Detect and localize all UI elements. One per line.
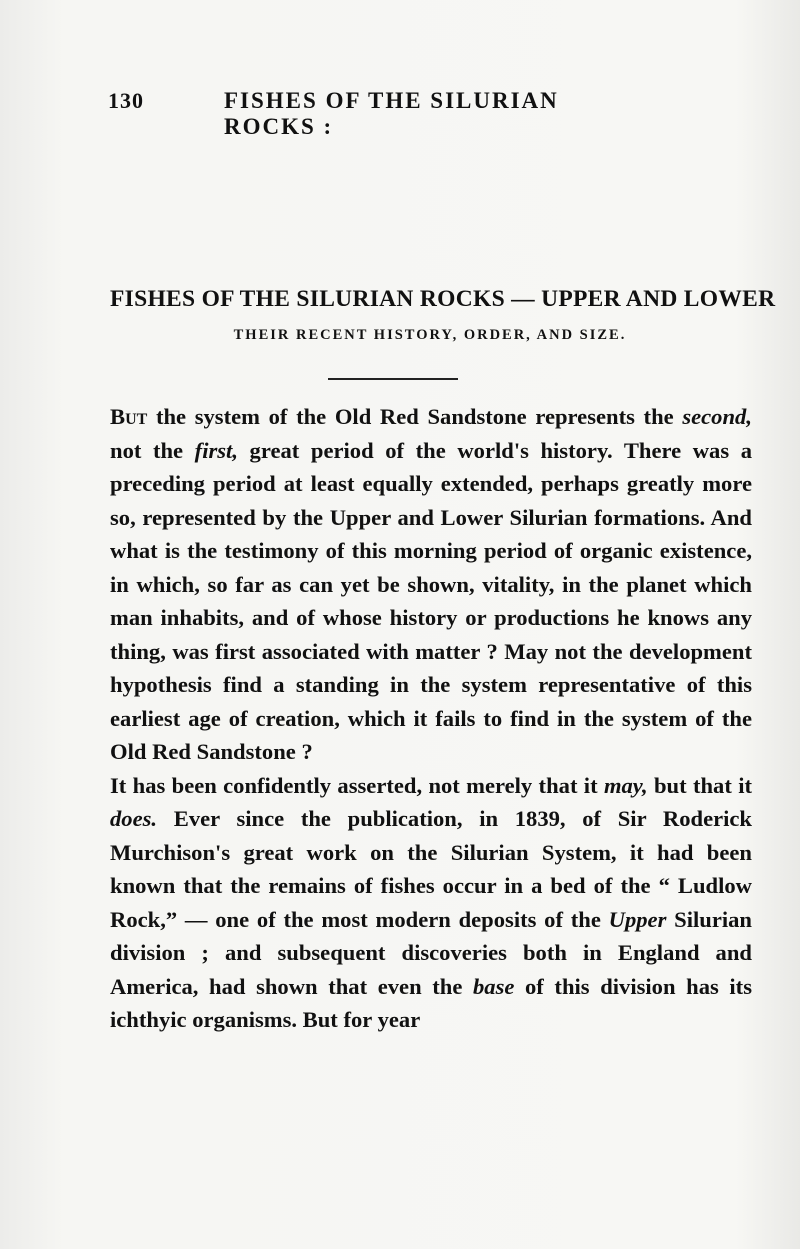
paragraph-text: not the	[110, 437, 195, 463]
emphasis-text: does.	[110, 806, 158, 831]
paragraph-text: great period of the world's history. There was a preceding period at least equally extended, perhaps greatly more so, represented by the Upper and Lower Silurian formations. And what is the testimony of this morning period of organic existence, in which, so far as can yet be shown, vitality, in the planet which man inhabits, and of whose history or productions he knows any thing, was first associated with matter ? May not the development hypothesis find a standing in the system representative of this earliest age of creation, which it fails to find in the system of the Old Red Sandstone ?	[110, 437, 752, 764]
paragraph-text: the system of the Old Red Sandstone represents the	[147, 404, 683, 429]
paragraph-text: of this division has its ichthyic organisms. But for year	[110, 973, 752, 1032]
paragraph-text: Silurian division ; and subsequent discoveries both in England and America, had shown that even the	[110, 906, 752, 999]
paragraph-text: but that it	[647, 772, 753, 798]
emphasis-text: second,	[682, 404, 752, 429]
emphasis-text: first,	[194, 437, 238, 463]
emphasis-text: Upper	[608, 906, 667, 932]
paragraph-2	[110, 769, 752, 1037]
emphasis-text: base	[472, 973, 515, 999]
chapter-subtitle: THEIR RECENT HISTORY, ORDER, AND SIZE.	[233, 327, 627, 343]
chapter-title: FISHES OF THE SILURIAN ROCKS — UPPER AND LOWER	[110, 286, 776, 312]
emphasis-text: may,	[603, 772, 648, 798]
paragraph-text: Ever since the publication, in 1839, of Sir Roderick Murchison's great work on the Silurian System, it had been known that the remains of fishes occur in a bed of the “ Ludlow Rock,” — one of the most modern deposits of the	[110, 806, 752, 932]
body-text	[110, 400, 752, 1037]
paragraph-lead-word: But	[110, 404, 148, 429]
running-title: FISHES OF THE SILURIAN ROCKS :	[224, 88, 559, 139]
page-number: 130	[108, 88, 144, 113]
running-head	[108, 88, 570, 140]
section-rule	[328, 378, 458, 380]
paragraph-text: It has been confidently asserted, not merely that it	[110, 772, 604, 798]
paragraph-1	[110, 400, 752, 769]
